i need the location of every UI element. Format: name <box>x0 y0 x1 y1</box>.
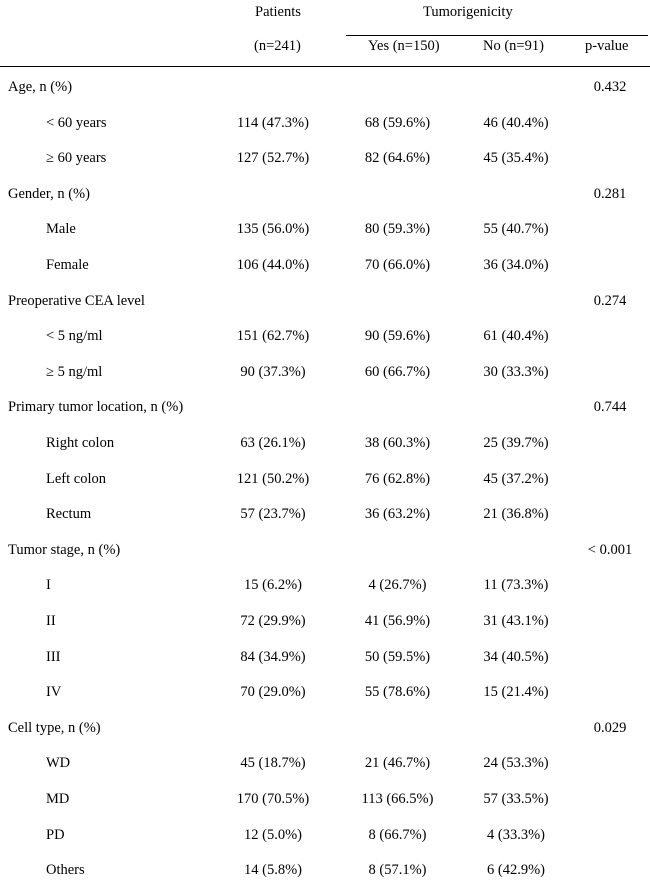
table-row <box>0 502 650 538</box>
row-label: Female <box>46 257 89 273</box>
tumorigenic-yes-cell: 36 (63.2%) <box>364 506 431 523</box>
table-row <box>0 858 650 894</box>
patients-cell: 90 (37.3%) <box>240 363 306 380</box>
patients-cell: 45 (18.7%) <box>240 755 306 772</box>
tumorigenic-yes-cell: 70 (66.0%) <box>364 257 431 273</box>
tumorigenic-no-cell: 15 (21.4%) <box>483 684 549 701</box>
tumorigenic-no-cell: 55 (40.7%) <box>483 221 549 238</box>
patients-cell: 114 (47.3%) <box>237 114 309 131</box>
tumorigenic-no-cell: 45 (37.2%) <box>483 470 549 487</box>
pvalue-cell: 0.432 <box>593 79 627 95</box>
row-label: ≥ 60 years <box>46 150 107 167</box>
pvalue-cell: < 0.001 <box>587 541 633 558</box>
row-label: < 5 ng/ml <box>46 328 103 345</box>
table-row <box>0 182 650 218</box>
table-row <box>0 289 650 325</box>
tumorigenic-yes-cell: 82 (64.6%) <box>364 150 431 167</box>
table-row <box>0 645 650 681</box>
pvalue-cell: 0.744 <box>593 399 627 416</box>
table-row <box>0 787 650 823</box>
table-row <box>0 360 650 396</box>
row-label: ≥ 5 ng/ml <box>46 363 103 380</box>
tumorigenic-yes-cell: 4 (26.7%) <box>368 577 427 594</box>
tumorigenic-yes-cell: 68 (59.6%) <box>364 114 431 131</box>
tumorigenic-no-cell: 25 (39.7%) <box>483 435 549 451</box>
row-label: Age, n (%) <box>8 79 73 95</box>
row-label: Right colon <box>46 435 115 451</box>
pvalue-cell: 0.281 <box>593 185 627 202</box>
tumorigenic-no-cell: 31 (43.1%) <box>483 613 549 629</box>
no-header: No (n=91) <box>483 38 544 54</box>
tumorigenic-no-cell: 46 (40.4%) <box>483 114 549 131</box>
patients-cell: 12 (5.0%) <box>244 826 302 843</box>
row-label: Cell type, n (%) <box>8 719 101 736</box>
row-label: I <box>46 577 51 594</box>
tumorigenic-yes-cell: 38 (60.3%) <box>364 435 431 451</box>
pvalue-header: p-value <box>585 38 629 54</box>
tumorigenic-yes-cell: 90 (59.6%) <box>364 328 431 345</box>
row-label: Others <box>46 862 85 879</box>
pvalue-cell: 0.029 <box>593 719 627 736</box>
tumorigenic-yes-cell: 60 (66.7%) <box>364 363 431 380</box>
tumorigenic-no-cell: 45 (35.4%) <box>483 150 549 167</box>
patients-cell: 14 (5.8%) <box>244 862 302 879</box>
row-label: MD <box>46 791 70 807</box>
table-row <box>0 573 650 609</box>
row-label: < 60 years <box>46 114 107 131</box>
tumorigenic-yes-cell: 76 (62.8%) <box>364 470 431 487</box>
table-row <box>0 217 650 253</box>
row-label: Primary tumor location, n (%) <box>8 399 184 416</box>
patients-cell: 127 (52.7%) <box>236 150 310 167</box>
table-row <box>0 75 650 111</box>
row-label: WD <box>46 755 71 772</box>
tumorigenic-no-cell: 36 (34.0%) <box>483 257 549 273</box>
tumorigenic-yes-cell: 55 (78.6%) <box>364 684 431 701</box>
patients-cell: 106 (44.0%) <box>236 257 310 273</box>
row-label: Preoperative CEA level <box>8 292 145 309</box>
table-row <box>0 431 650 467</box>
patients-cell: 70 (29.0%) <box>240 684 306 701</box>
row-label: II <box>46 613 56 629</box>
pvalue-cell: 0.274 <box>593 292 627 309</box>
patients-cell: 15 (6.2%) <box>244 577 302 594</box>
row-label: Tumor stage, n (%) <box>8 541 121 558</box>
patients-cell: 72 (29.9%) <box>240 613 306 629</box>
tumorigenic-yes-cell: 80 (59.3%) <box>364 221 431 238</box>
tumorigenic-no-cell: 24 (53.3%) <box>483 755 549 772</box>
table-row <box>0 467 650 503</box>
tumorigenic-yes-cell: 50 (59.5%) <box>364 648 431 665</box>
yes-header: Yes (n=150) <box>368 38 440 54</box>
tumorigenic-yes-cell: 113 (66.5%) <box>361 791 434 807</box>
patients-cell: 135 (56.0%) <box>236 221 310 238</box>
patients-cell: 170 (70.5%) <box>236 791 310 807</box>
patients-header: Patients <box>255 4 301 20</box>
tumorigenic-yes-cell: 8 (66.7%) <box>368 826 427 843</box>
tumorigenic-no-cell: 57 (33.5%) <box>483 791 549 807</box>
tumorigenic-yes-cell: 41 (56.9%) <box>364 613 431 629</box>
table-row <box>0 146 650 182</box>
table-row <box>0 716 650 752</box>
row-label: PD <box>46 826 65 843</box>
table-row <box>0 111 650 147</box>
table-row <box>0 680 650 716</box>
tumorigenic-no-cell: 4 (33.3%) <box>487 826 545 843</box>
tumorigenic-no-cell: 11 (73.3%) <box>483 577 549 594</box>
patients-cell: 63 (26.1%) <box>240 435 306 451</box>
row-label: IV <box>46 684 62 701</box>
tumorigenic-yes-cell: 8 (57.1%) <box>368 862 427 879</box>
tumorigenic-no-cell: 61 (40.4%) <box>483 328 549 345</box>
tumorigenicity-header: Tumorigenicity <box>423 4 513 20</box>
row-label: Gender, n (%) <box>8 185 90 202</box>
tumorigenicity-rule <box>346 35 648 36</box>
table-row <box>0 823 650 859</box>
tumorigenic-no-cell: 34 (40.5%) <box>483 648 549 665</box>
tumorigenic-no-cell: 6 (42.9%) <box>487 862 545 879</box>
patients-cell: 57 (23.7%) <box>240 506 306 523</box>
tumorigenic-no-cell: 30 (33.3%) <box>483 363 549 380</box>
table-row <box>0 395 650 431</box>
row-label: III <box>46 648 61 665</box>
patients-cell: 121 (50.2%) <box>236 470 310 487</box>
table-row <box>0 253 650 289</box>
patients-cell: 151 (62.7%) <box>236 328 310 345</box>
table-row <box>0 751 650 787</box>
table-row <box>0 324 650 360</box>
table-row <box>0 538 650 574</box>
table-row <box>0 609 650 645</box>
patients-n-header: (n=241) <box>254 38 301 54</box>
tumorigenic-yes-cell: 21 (46.7%) <box>364 755 431 772</box>
header-rule <box>0 66 650 67</box>
row-label: Left colon <box>46 470 106 487</box>
row-label: Male <box>46 221 76 238</box>
tumorigenic-no-cell: 21 (36.8%) <box>483 506 549 523</box>
row-label: Rectum <box>46 506 92 523</box>
patients-cell: 84 (34.9%) <box>240 648 306 665</box>
